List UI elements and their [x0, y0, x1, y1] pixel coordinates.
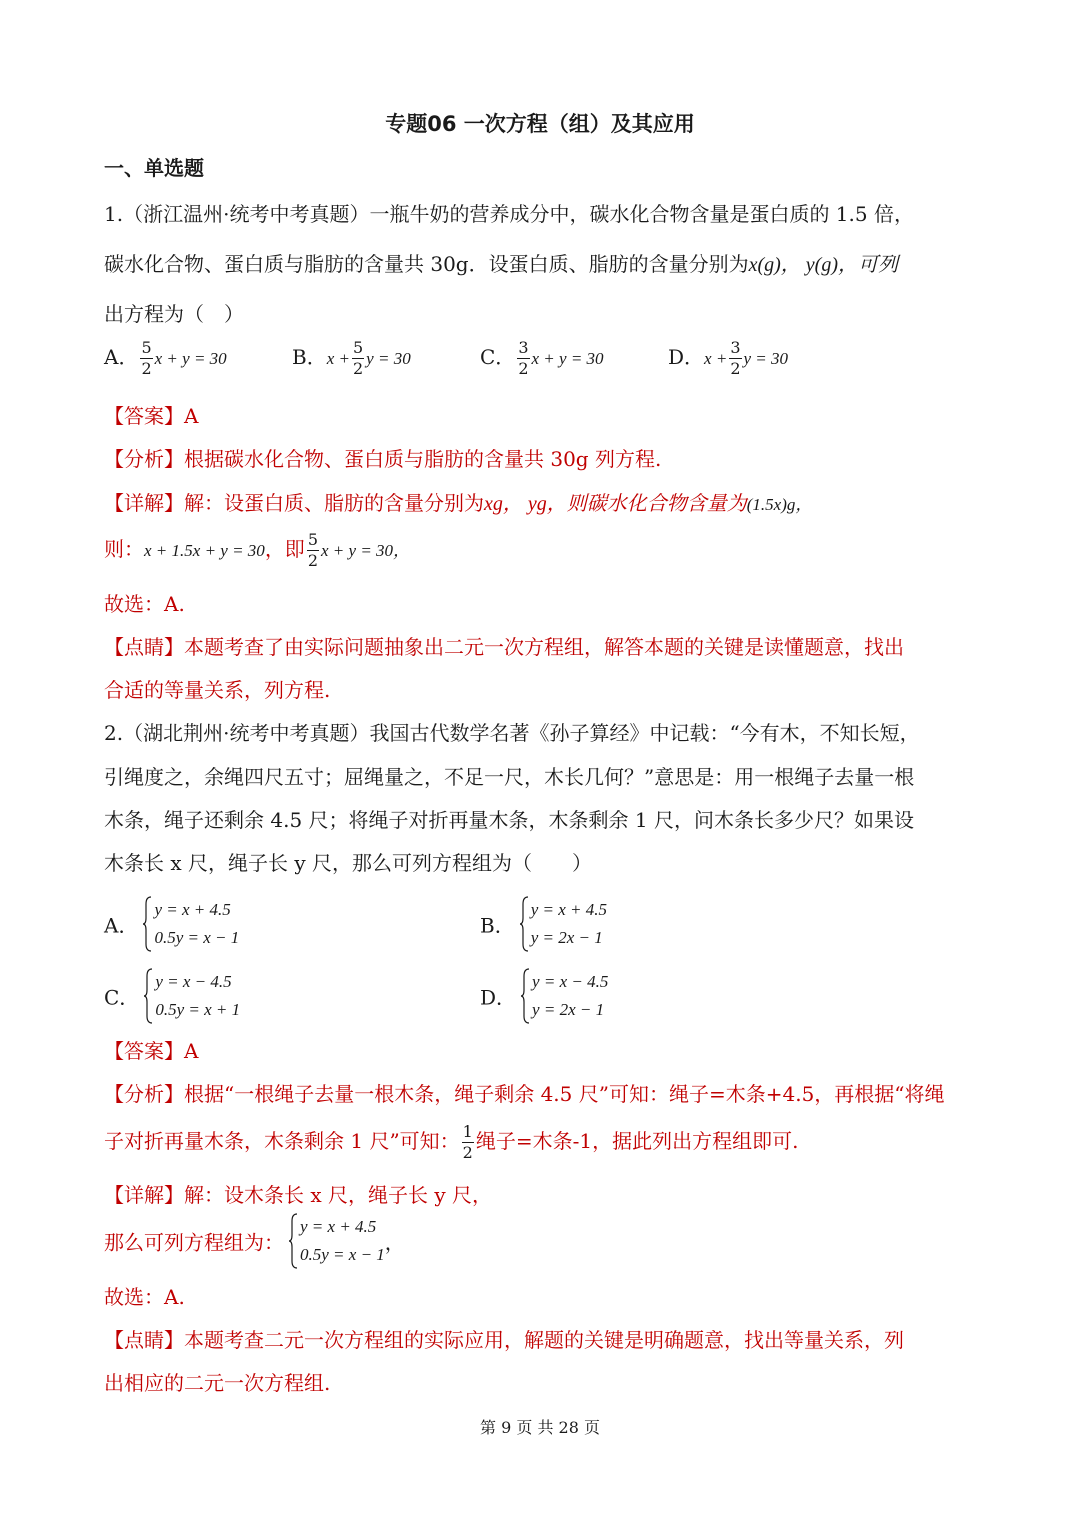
- page-footer: 第 9 页 共 28 页: [480, 1418, 600, 1437]
- q2-option-d[interactable]: D． y = x − 4.5 y = 2x − 1: [480, 968, 608, 1024]
- q1-line-3: 出方程为（ ）: [104, 302, 244, 326]
- brace-icon: [519, 896, 529, 952]
- q2-comment-1: 【点睛】本题考查二元一次方程组的实际应用，解题的关键是明确题意，找出等量关系，列: [104, 1328, 904, 1352]
- q1-option-d[interactable]: D．x + $\frac{3}{2}$ y = 30: [668, 338, 789, 378]
- q2-line-4: 木条长 x 尺，绳子长 y 尺，那么可列方程组为（ ）: [104, 851, 593, 875]
- q1-option-b[interactable]: B．x + $\frac{5}{2}$ y = 30: [292, 338, 411, 378]
- page-title: 专题06 一次方程（组）及其应用: [385, 112, 695, 136]
- q1-line-1: 1.（浙江温州·统考中考真题）一瓶牛奶的营养成分中，碳水化合物含量是蛋白质的 1.5 倍，: [104, 202, 914, 226]
- brace-icon: [142, 896, 152, 952]
- q1-comment-2: 合适的等量关系，列方程.: [104, 678, 331, 702]
- section-heading: 一、单选题: [104, 156, 204, 180]
- q2-analysis-2: 子对折再量木条，木条剩余 1 尺”可知： $\frac{1}{2}$ 绳子=木条-1，据此列出方程组即可.: [104, 1122, 799, 1162]
- q2-line-2: 引绳度之，余绳四尺五寸；屈绳量之，不足一尺，木长几何？”意思是：用一根绳子去量一根: [104, 765, 915, 789]
- q2-option-a[interactable]: A． y = x + 4.5 0.5y = x − 1: [104, 896, 239, 952]
- q2-detail: 【详解】解：设木条长 x 尺，绳子长 y 尺，: [104, 1183, 493, 1207]
- q1-line-2: [104, 248, 898, 277]
- q2-option-c[interactable]: C． y = x − 4.5 0.5y = x + 1: [104, 968, 240, 1024]
- option-label: D．: [480, 985, 517, 1010]
- option-label: A．: [104, 345, 139, 369]
- brace-icon: [520, 968, 530, 1024]
- option-label: A．: [104, 913, 139, 938]
- q2-answer: 【答案】A: [104, 1039, 199, 1063]
- option-label: D．: [668, 345, 705, 369]
- option-label: B．: [292, 345, 327, 369]
- q2-choose: 故选：A.: [104, 1285, 185, 1309]
- brace-icon: [143, 968, 153, 1024]
- q2-comment-2: 出相应的二元一次方程组.: [104, 1371, 331, 1395]
- q2-system: 那么可列方程组为： y = x + 4.5 0.5y = x − 1 ，: [104, 1213, 405, 1269]
- q1-choose: 故选：A.: [104, 592, 185, 616]
- q2-option-b[interactable]: B． y = x + 4.5 y = 2x − 1: [480, 896, 607, 952]
- q1-line-2-vars: x(g)， y(g)，可列: [748, 254, 899, 276]
- q1-comment-1: 【点睛】本题考查了由实际问题抽象出二元一次方程组，解答本题的关键是读懂题意，找出: [104, 635, 904, 659]
- q1-line-2-text: 碳水化合物、蛋白质与脂肪的含量共 30g．设蛋白质、脂肪的含量分别为: [104, 252, 749, 276]
- q2-line-1: 2.（湖北荆州·统考中考真题）我国古代数学名著《孙子算经》中记载：“今有木，不知长短，: [104, 721, 920, 745]
- q1-answer: 【答案】A: [104, 404, 199, 428]
- q2-analysis-1: 【分析】根据“一根绳子去量一根木条，绳子剩余 4.5 尺”可知：绳子=木条+4.5，再根据“将绳: [104, 1082, 945, 1106]
- q1-option-c[interactable]: C． $\frac{3}{2}$ x + y = 30: [480, 338, 604, 378]
- option-label: C．: [480, 345, 516, 369]
- q2-line-3: 木条，绳子还剩余 4.5 尺；将绳子对折再量木条，木条剩余 1 尺，问木条长多少尺？如果设: [104, 808, 914, 832]
- option-label: B．: [480, 913, 515, 938]
- q1-option-a[interactable]: A． $\frac{5}{2}$ x + y = 30: [104, 338, 227, 378]
- brace-icon: [288, 1213, 298, 1269]
- q1-derivation: 则：x + 1.5x + y = 30，即 $\frac{5}{2}$ x + y = 30，: [104, 530, 411, 570]
- option-label: C．: [104, 985, 140, 1010]
- q1-detail: 【详解】解：设蛋白质、脂肪的含量分别为xg， yg，则碳水化合物含量为(1.5x)g，: [104, 491, 813, 515]
- q1-analysis: 【分析】根据碳水化合物、蛋白质与脂肪的含量共 30g 列方程.: [104, 447, 662, 471]
